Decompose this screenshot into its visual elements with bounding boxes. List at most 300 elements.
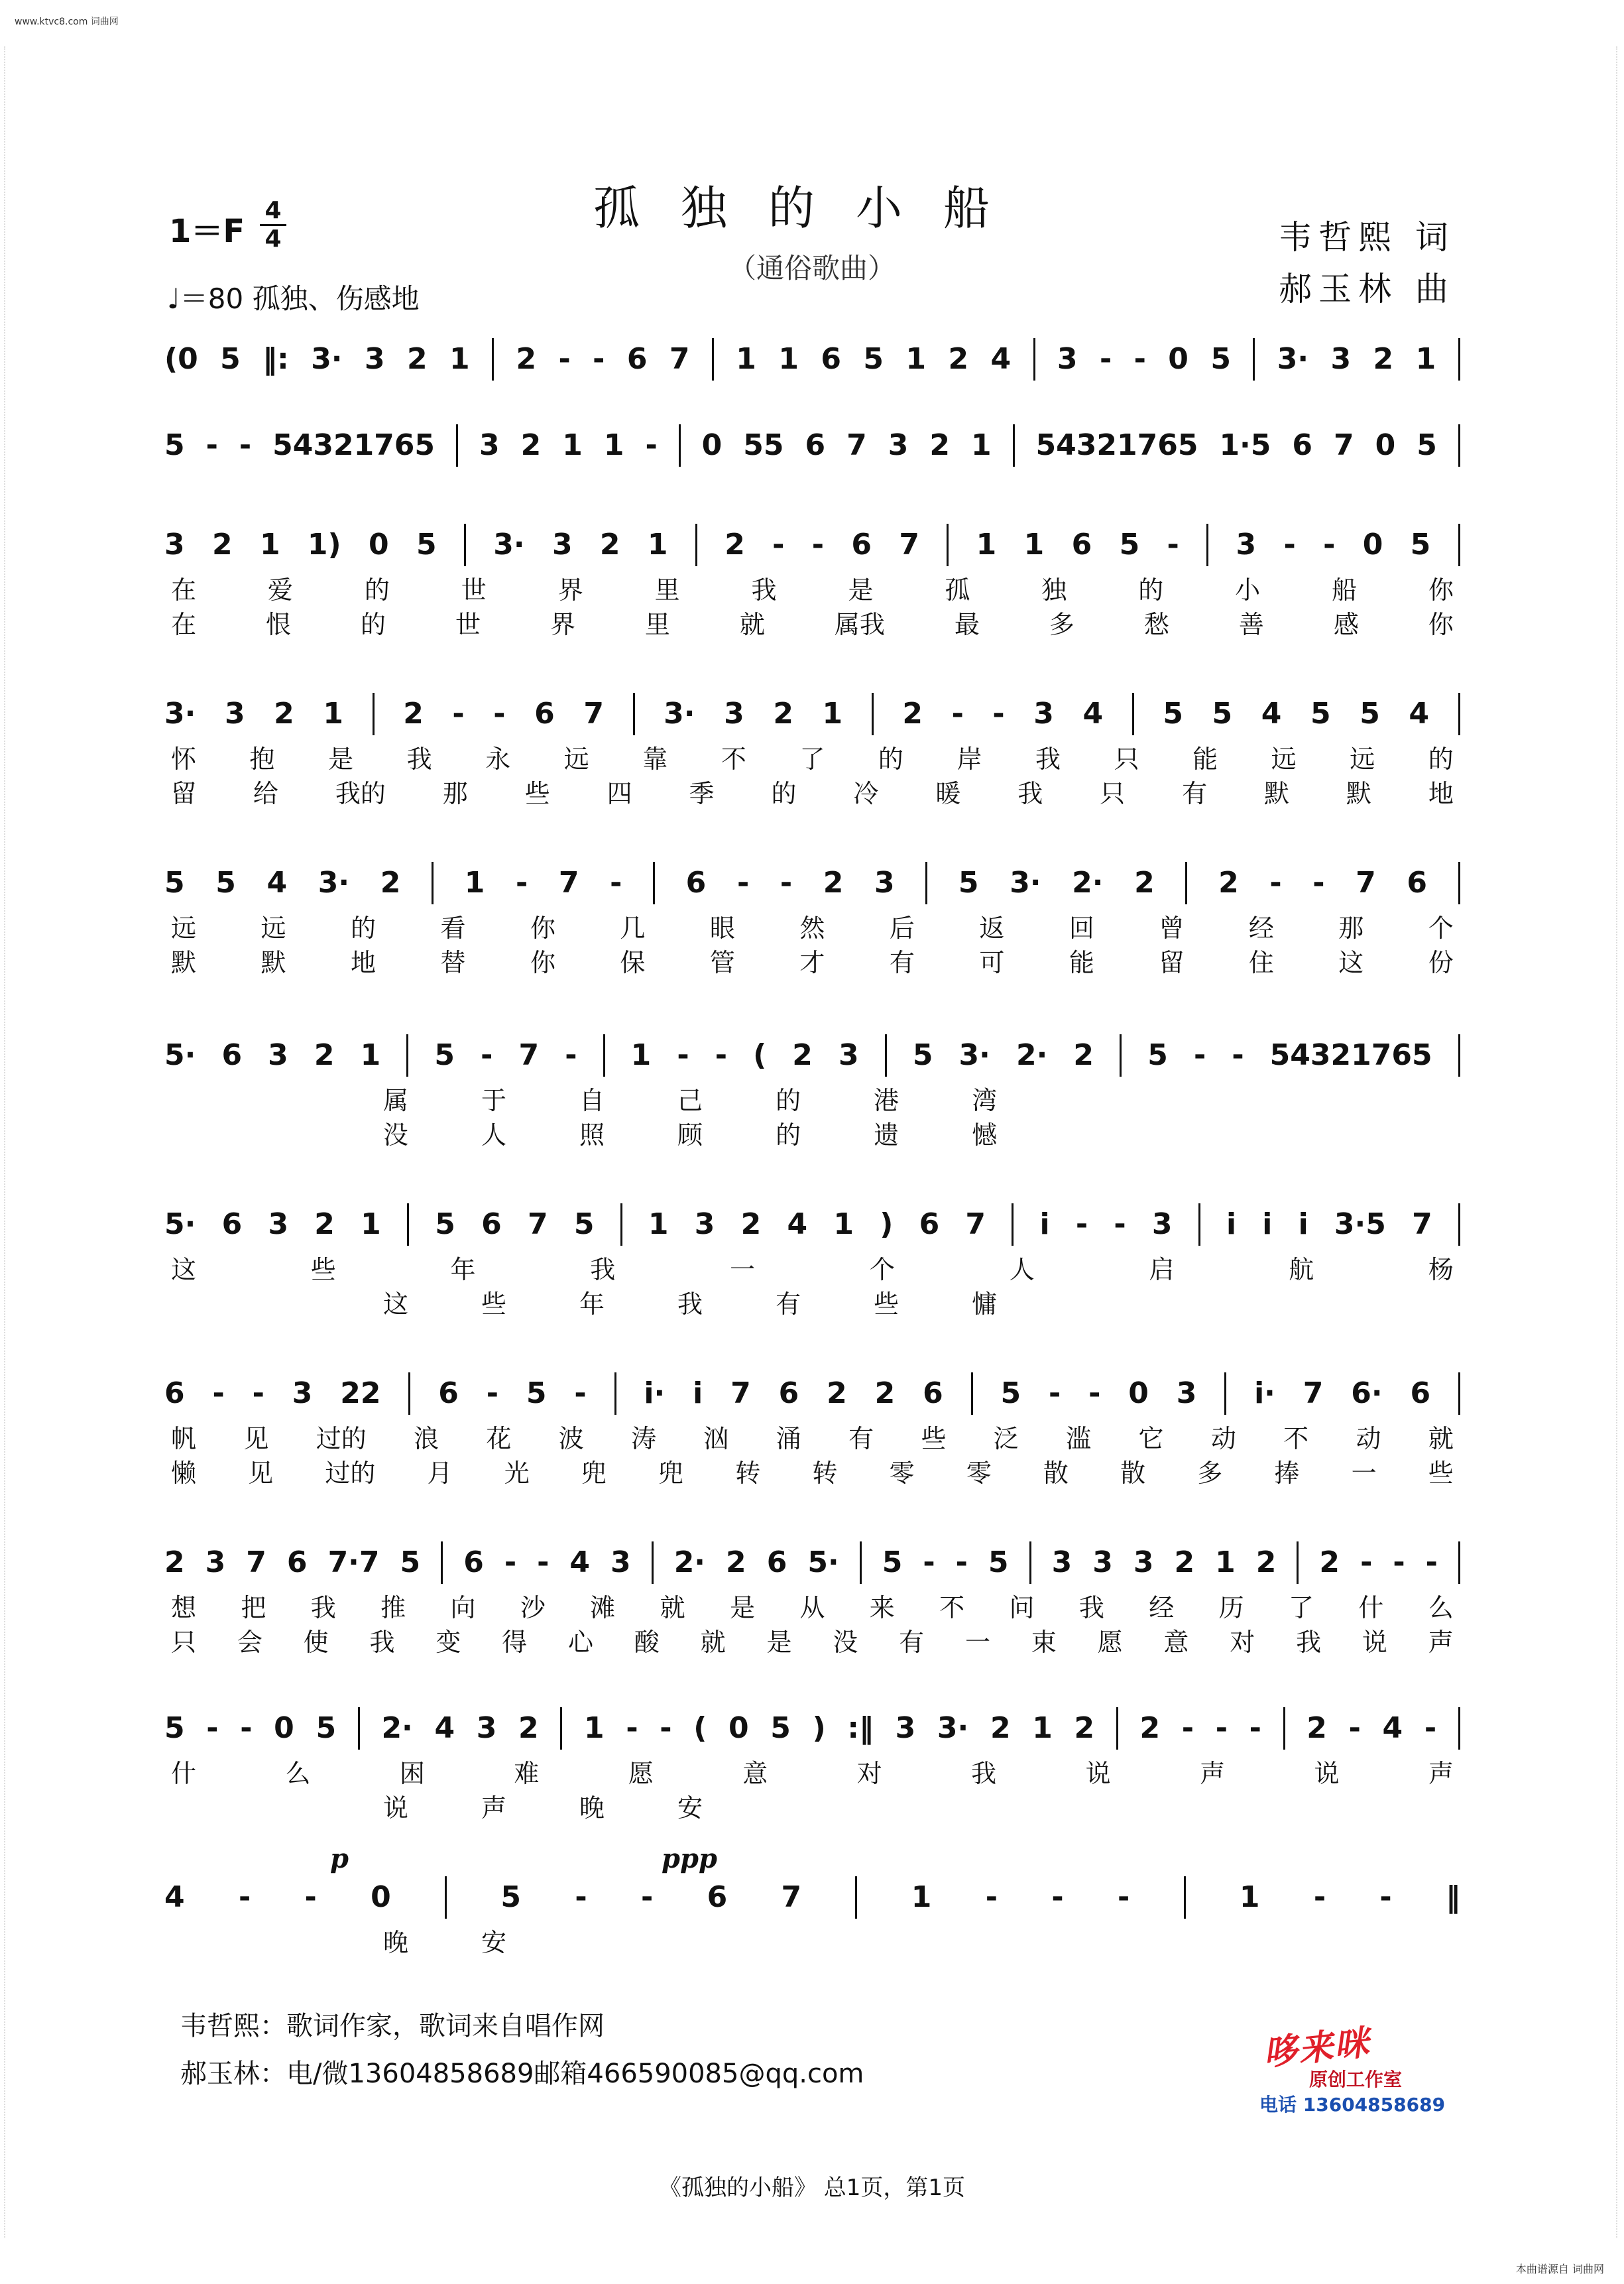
lyric-syllable: 了 bbox=[799, 745, 825, 774]
lyric-syllable: 后 bbox=[889, 914, 915, 943]
note-token: - bbox=[1269, 866, 1282, 900]
note-token: 3 bbox=[1051, 1545, 1073, 1579]
lyric-syllable: 意 bbox=[1163, 1628, 1189, 1657]
note-token: 4 bbox=[434, 1711, 455, 1745]
left-margin-watermark bbox=[4, 46, 12, 2238]
lyric-syllable: 船 bbox=[1332, 575, 1358, 605]
note-token: 3 bbox=[888, 428, 909, 462]
note-token: 1 bbox=[360, 1038, 381, 1072]
note-token: - bbox=[640, 1880, 654, 1914]
note-token: 5 bbox=[1410, 528, 1431, 562]
lyric-syllable: 界 bbox=[557, 575, 583, 605]
note-token: 6 bbox=[221, 1207, 243, 1241]
lyric-syllable: 你 bbox=[1428, 575, 1454, 605]
score-system bbox=[164, 424, 1460, 467]
score-system bbox=[164, 693, 1460, 811]
note-token: 1 bbox=[1239, 1880, 1260, 1914]
lyric-syllable: 地 bbox=[350, 948, 376, 977]
time-signature bbox=[260, 199, 286, 251]
lyric-syllable: 我 bbox=[310, 1593, 336, 1622]
note-token: 4 bbox=[1082, 697, 1104, 731]
note-token: 7 bbox=[669, 342, 690, 376]
lyric-syllable: 声 bbox=[1428, 1759, 1454, 1788]
lyric-syllable: 么 bbox=[1428, 1593, 1454, 1622]
note-token: 3 bbox=[364, 342, 385, 376]
lyric-syllable: 这 bbox=[383, 1290, 409, 1319]
note-token: 2 bbox=[726, 1545, 746, 1579]
note-token: 3 bbox=[874, 866, 895, 900]
lyrics-verse-1 bbox=[164, 1756, 1460, 1791]
note-token: 2 bbox=[827, 1376, 847, 1410]
lyric-syllable: 属我 bbox=[834, 610, 885, 639]
note-token: 2 bbox=[1174, 1545, 1195, 1579]
lyrics-verse-1 bbox=[164, 742, 1460, 776]
note-token: 3· bbox=[664, 697, 695, 731]
lyric-syllable: 它 bbox=[1138, 1424, 1164, 1453]
note-token: 7 bbox=[965, 1207, 986, 1241]
note-token: 6 bbox=[221, 1038, 243, 1072]
note-token: 1 bbox=[1023, 528, 1045, 562]
note-token: 7 bbox=[518, 1038, 540, 1072]
note-token: 2 bbox=[520, 428, 542, 462]
composer-contact-note: 郝玉林：电/微13604858689邮箱466590085@qq.com bbox=[180, 2059, 864, 2089]
note-token: ‖ bbox=[1446, 1880, 1460, 1914]
bar-line bbox=[712, 338, 714, 381]
bar-line bbox=[885, 1034, 887, 1077]
lyric-syllable: 些 bbox=[310, 1255, 336, 1284]
note-token: 2 bbox=[1319, 1545, 1340, 1579]
lyric-syllable: 管 bbox=[709, 948, 735, 977]
lyric-syllable: 看 bbox=[440, 914, 466, 943]
note-token: 5 bbox=[434, 1038, 455, 1072]
note-token: 2 bbox=[1073, 1038, 1094, 1072]
lyrics-verse-1 bbox=[164, 1083, 1460, 1118]
lyric-syllable: 世 bbox=[455, 610, 481, 639]
score-system bbox=[164, 1203, 1460, 1321]
lyric-syllable: 说 bbox=[1362, 1628, 1387, 1657]
lyric-syllable: 意 bbox=[742, 1759, 768, 1788]
lyric-syllable: 什 bbox=[1358, 1593, 1384, 1622]
lyric-syllable: 自 bbox=[579, 1086, 605, 1115]
note-token: 7 bbox=[730, 1376, 751, 1410]
notation-line bbox=[164, 1034, 1460, 1077]
note-token: 1 bbox=[970, 428, 992, 462]
lyric-syllable: 没 bbox=[383, 1120, 409, 1150]
lyric-syllable: 的 bbox=[364, 575, 390, 605]
lyric-syllable: 零 bbox=[966, 1459, 992, 1488]
lyricist-credit: 韦哲熙 词 bbox=[1279, 218, 1455, 257]
lyric-syllable: 回 bbox=[1069, 914, 1094, 943]
note-token: - bbox=[1323, 528, 1336, 562]
note-token: - bbox=[481, 1038, 493, 1072]
note-token: 5· bbox=[164, 1207, 196, 1241]
lyric-syllable: 愿 bbox=[1097, 1628, 1123, 1657]
lyric-syllable: 动 bbox=[1210, 1424, 1236, 1453]
note-token: 6 bbox=[821, 342, 841, 376]
note-token: - bbox=[1424, 1711, 1437, 1745]
note-token: - bbox=[1193, 1038, 1206, 1072]
note-token: 3 bbox=[164, 528, 185, 562]
note-token: 3 bbox=[694, 1207, 715, 1241]
note-token: - bbox=[660, 1711, 672, 1745]
note-token: 1 bbox=[361, 1207, 381, 1241]
lyric-syllable: 远 bbox=[563, 745, 589, 774]
note-token: 7 bbox=[846, 428, 867, 462]
note-token: 2 bbox=[516, 342, 537, 376]
note-token: 5 bbox=[164, 866, 185, 900]
lyric-syllable: 就 bbox=[660, 1593, 685, 1622]
bar-line bbox=[358, 1707, 360, 1750]
lyric-syllable: 界 bbox=[550, 610, 575, 639]
bar-line bbox=[1458, 693, 1460, 735]
note-token: 7 bbox=[1303, 1376, 1324, 1410]
lyric-syllable: 返 bbox=[979, 914, 1005, 943]
notation-line bbox=[164, 862, 1460, 904]
note-token: 4 bbox=[1261, 697, 1282, 731]
note-token: - bbox=[1088, 1376, 1101, 1410]
lyric-syllable: 默 bbox=[1263, 779, 1289, 808]
lyrics-verse-2 bbox=[164, 1791, 1460, 1825]
lyric-syllable: 些 bbox=[1428, 1459, 1454, 1488]
lyric-syllable: 给 bbox=[253, 779, 278, 808]
note-token: 1 bbox=[464, 866, 485, 900]
bar-line bbox=[1012, 1203, 1014, 1246]
lyric-syllable: 是 bbox=[766, 1628, 792, 1657]
dynamic-marking: p bbox=[330, 1843, 349, 1874]
bar-line bbox=[408, 1372, 410, 1415]
note-token: 6 bbox=[481, 1207, 502, 1241]
lyric-syllable: 涛 bbox=[631, 1424, 657, 1453]
lyric-syllable: 远 bbox=[261, 914, 286, 943]
bar-line bbox=[407, 1203, 409, 1246]
note-token: - bbox=[252, 1376, 264, 1410]
lyric-syllable: 年 bbox=[579, 1290, 605, 1319]
lyric-syllable: 些 bbox=[524, 779, 550, 808]
lyrics-verse-2 bbox=[164, 1456, 1460, 1490]
note-token: - bbox=[772, 528, 785, 562]
note-token: 6 bbox=[1407, 866, 1428, 900]
lyric-syllable: 不 bbox=[939, 1593, 965, 1622]
bar-line bbox=[1458, 1372, 1460, 1415]
lyric-syllable: 光 bbox=[504, 1459, 530, 1488]
lyric-syllable: 了 bbox=[1289, 1593, 1314, 1622]
note-token: 0 bbox=[1375, 428, 1396, 462]
note-token: 0 bbox=[728, 1711, 749, 1745]
note-token: 3· bbox=[1010, 866, 1041, 900]
bar-line bbox=[653, 862, 655, 904]
note-token: 5 bbox=[164, 1711, 185, 1745]
lyric-syllable: 说 bbox=[1085, 1759, 1111, 1788]
lyric-syllable: 经 bbox=[1149, 1593, 1175, 1622]
note-token: 3 bbox=[268, 1207, 289, 1241]
note-token: - bbox=[677, 1038, 689, 1072]
lyric-syllable: 滩 bbox=[590, 1593, 616, 1622]
note-token: 5 bbox=[500, 1880, 522, 1914]
note-token: 5 bbox=[1417, 428, 1437, 462]
note-token: 4 bbox=[569, 1545, 591, 1579]
bar-line bbox=[1185, 862, 1187, 904]
note-token: 4 bbox=[266, 866, 288, 900]
bar-line bbox=[1458, 1541, 1460, 1584]
note-token: 4 bbox=[990, 342, 1012, 376]
lyric-syllable: 些 bbox=[481, 1290, 507, 1319]
lyrics-verse-2 bbox=[164, 945, 1460, 980]
note-token: ) bbox=[812, 1711, 826, 1745]
lyrics-verse-1 bbox=[164, 911, 1460, 945]
note-token: - bbox=[240, 1711, 253, 1745]
lyric-syllable: 岸 bbox=[957, 745, 982, 774]
note-token: 0 bbox=[371, 1880, 391, 1914]
notation-line bbox=[164, 1707, 1460, 1750]
lyric-syllable: 是 bbox=[328, 745, 354, 774]
lyric-syllable: 默 bbox=[261, 948, 286, 977]
lyric-syllable: 汹 bbox=[703, 1424, 729, 1453]
note-token: 5 bbox=[573, 1207, 595, 1241]
note-token: 2 bbox=[725, 528, 745, 562]
lyric-syllable: 慵 bbox=[972, 1290, 998, 1319]
score-system bbox=[164, 1707, 1460, 1825]
lyric-syllable: 那 bbox=[442, 779, 468, 808]
bar-line bbox=[432, 862, 434, 904]
note-token: 3 bbox=[479, 428, 500, 462]
lyric-syllable: 安 bbox=[677, 1793, 703, 1823]
lyrics-verse-1 bbox=[164, 1925, 1460, 1960]
note-token: :‖ bbox=[847, 1711, 874, 1745]
lyric-syllable: 能 bbox=[1069, 948, 1094, 977]
lyric-syllable: 我 bbox=[677, 1290, 703, 1319]
note-token: 0 bbox=[1168, 342, 1189, 376]
lyric-syllable: 见 bbox=[248, 1459, 274, 1488]
note-token: 1·5 bbox=[1219, 428, 1271, 462]
lyrics-verse-1 bbox=[164, 573, 1460, 607]
note-token: 3· bbox=[937, 1711, 969, 1745]
note-token: 5 bbox=[912, 1038, 933, 1072]
note-token: 2 bbox=[1134, 866, 1155, 900]
note-token: 2 bbox=[948, 342, 969, 376]
lyric-syllable: 些 bbox=[874, 1290, 899, 1319]
lyric-syllable: 有 bbox=[889, 948, 915, 977]
note-token: - bbox=[736, 866, 750, 900]
lyric-syllable: 历 bbox=[1218, 1593, 1244, 1622]
note-token: - bbox=[1215, 1711, 1228, 1745]
lyric-syllable: 安 bbox=[481, 1928, 507, 1957]
lyric-syllable: 对 bbox=[1230, 1628, 1255, 1657]
note-token: 2 bbox=[1255, 1545, 1277, 1579]
note-token: 1 bbox=[911, 1880, 932, 1914]
note-token: 3· bbox=[958, 1038, 990, 1072]
note-token: 3 bbox=[1092, 1545, 1113, 1579]
lyric-syllable: 个 bbox=[1428, 914, 1454, 943]
lyric-syllable: 最 bbox=[954, 610, 980, 639]
note-token: 1 bbox=[905, 342, 927, 376]
note-token: 2 bbox=[1139, 1711, 1161, 1745]
note-token: 2 bbox=[518, 1711, 539, 1745]
lyric-syllable: 爱 bbox=[267, 575, 293, 605]
lyric-syllable: 远 bbox=[171, 914, 197, 943]
note-token: - bbox=[1133, 342, 1146, 376]
lyric-syllable: 然 bbox=[799, 914, 825, 943]
note-token: - bbox=[1075, 1207, 1088, 1241]
bar-line bbox=[971, 1372, 973, 1415]
note-token: 5 bbox=[220, 342, 241, 376]
note-token: - bbox=[951, 697, 964, 731]
note-token: - bbox=[626, 1711, 638, 1745]
note-token: 7 bbox=[1356, 866, 1376, 900]
note-token: 5 bbox=[1163, 697, 1183, 731]
note-token: ‖: bbox=[262, 342, 289, 376]
note-token: - bbox=[1114, 1207, 1126, 1241]
lyric-syllable: 从 bbox=[799, 1593, 825, 1622]
tempo-marking: ♩＝80 孤独、伤感地 bbox=[167, 282, 420, 315]
lyric-syllable: 默 bbox=[1346, 779, 1371, 808]
lyric-syllable: 恨 bbox=[265, 610, 291, 639]
lyric-syllable: 花 bbox=[486, 1424, 512, 1453]
lyric-syllable: 季 bbox=[689, 779, 715, 808]
note-token: 5 bbox=[1210, 342, 1231, 376]
bar-line bbox=[1184, 1876, 1186, 1919]
note-token: 3 bbox=[1176, 1376, 1197, 1410]
lyric-syllable: 替 bbox=[440, 948, 466, 977]
lyric-syllable: 的 bbox=[350, 914, 376, 943]
lyric-syllable: 我的 bbox=[335, 779, 386, 808]
note-token: 5 bbox=[1360, 697, 1380, 731]
song-title: 孤独的小船 bbox=[593, 181, 1031, 235]
lyric-syllable: 不 bbox=[721, 745, 746, 774]
note-token: - bbox=[493, 697, 506, 731]
lyric-syllable: 我 bbox=[971, 1759, 997, 1788]
note-token: 6 bbox=[1071, 528, 1092, 562]
lyric-syllable: 靠 bbox=[642, 745, 668, 774]
lyric-syllable: 照 bbox=[579, 1120, 605, 1150]
note-token: 3 bbox=[1133, 1545, 1154, 1579]
lyric-syllable: 能 bbox=[1192, 745, 1218, 774]
lyric-syllable: 声 bbox=[481, 1793, 507, 1823]
note-token: 3 bbox=[551, 528, 573, 562]
score-system bbox=[164, 862, 1460, 980]
lyric-syllable: 愿 bbox=[628, 1759, 654, 1788]
lyric-syllable: 经 bbox=[1248, 914, 1274, 943]
lyric-syllable: 难 bbox=[514, 1759, 540, 1788]
lyric-syllable: 默 bbox=[171, 948, 197, 977]
note-token: - bbox=[575, 1880, 587, 1914]
note-token: - bbox=[1360, 1545, 1373, 1579]
note-token: 7 bbox=[527, 1207, 548, 1241]
note-token: - bbox=[955, 1545, 968, 1579]
note-token: 7 bbox=[781, 1880, 802, 1914]
note-token: 1 bbox=[648, 1207, 669, 1241]
lyric-syllable: 我 bbox=[369, 1628, 395, 1657]
lyric-syllable: 保 bbox=[620, 948, 646, 977]
bar-line bbox=[445, 1876, 447, 1919]
note-token: 1 bbox=[323, 697, 343, 731]
note-token: 3·5 bbox=[1334, 1207, 1386, 1241]
note-token: 0 bbox=[274, 1711, 294, 1745]
note-token: 1 bbox=[822, 697, 843, 731]
bar-line bbox=[492, 338, 494, 381]
note-token: 54321765 bbox=[1035, 428, 1198, 462]
score-system bbox=[164, 1541, 1460, 1659]
note-token: 3 bbox=[1151, 1207, 1173, 1241]
lyric-syllable: 过的 bbox=[325, 1459, 376, 1488]
lyric-syllable: 的 bbox=[1428, 745, 1454, 774]
note-token: - bbox=[985, 1880, 998, 1914]
lyric-syllable: 泛 bbox=[993, 1424, 1019, 1453]
lyric-syllable: 憾 bbox=[972, 1120, 998, 1150]
bar-line bbox=[1116, 1707, 1118, 1750]
note-token: 6 bbox=[919, 1207, 940, 1241]
note-token: - bbox=[593, 342, 605, 376]
lyric-syllable: 你 bbox=[1428, 610, 1454, 639]
note-token: - bbox=[1313, 1880, 1326, 1914]
note-token: 2 bbox=[823, 866, 844, 900]
note-token: 2 bbox=[1074, 1711, 1095, 1745]
lyric-syllable: 四 bbox=[607, 779, 632, 808]
note-token: 0 bbox=[1362, 528, 1383, 562]
note-token: 5 bbox=[400, 1545, 421, 1579]
lyrics-verse-2 bbox=[164, 607, 1460, 642]
lyric-syllable: 些 bbox=[921, 1424, 947, 1453]
lyric-syllable: 住 bbox=[1248, 948, 1274, 977]
note-token: - bbox=[212, 1376, 225, 1410]
note-token: - bbox=[715, 1038, 727, 1072]
note-token: 3· bbox=[311, 342, 343, 376]
note-token: 6 bbox=[766, 1545, 787, 1579]
note-token: 7 bbox=[1333, 428, 1354, 462]
lyric-syllable: 己 bbox=[677, 1086, 703, 1115]
lyric-syllable: 我 bbox=[1035, 745, 1061, 774]
note-token: - bbox=[486, 1376, 499, 1410]
note-token: 1 bbox=[833, 1207, 854, 1241]
note-token: 3 bbox=[268, 1038, 288, 1072]
bar-line bbox=[1198, 1203, 1200, 1246]
lyric-syllable: 怀 bbox=[171, 745, 197, 774]
note-token: 2 bbox=[773, 697, 793, 731]
note-token: - bbox=[1232, 1038, 1244, 1072]
note-token: 5 bbox=[988, 1545, 1009, 1579]
note-token: 2 bbox=[403, 697, 424, 731]
lyric-syllable: 世 bbox=[461, 575, 487, 605]
lyric-syllable: 见 bbox=[243, 1424, 269, 1453]
lyric-syllable: 的 bbox=[1138, 575, 1164, 605]
bar-line bbox=[1224, 1372, 1226, 1415]
note-token: 22 bbox=[340, 1376, 381, 1410]
note-token: - bbox=[504, 1545, 517, 1579]
note-token: 1 bbox=[1032, 1711, 1053, 1745]
lyric-syllable: 人 bbox=[481, 1120, 507, 1150]
lyric-syllable: 懒 bbox=[171, 1459, 197, 1488]
note-token: 54321765 bbox=[272, 428, 435, 462]
note-token: 5 bbox=[526, 1376, 547, 1410]
note-token: 54321765 bbox=[1269, 1038, 1432, 1072]
lyric-syllable: 帆 bbox=[171, 1424, 197, 1453]
note-token: 6 bbox=[286, 1545, 308, 1579]
note-token: - bbox=[205, 428, 218, 462]
lyrics-verse-2 bbox=[164, 1625, 1460, 1659]
bar-line bbox=[679, 424, 681, 467]
lyric-syllable: 心 bbox=[567, 1628, 593, 1657]
note-token: 6 bbox=[685, 866, 707, 900]
note-token: 6 bbox=[923, 1376, 943, 1410]
note-token: 3 bbox=[205, 1545, 226, 1579]
lyric-syllable: 动 bbox=[1356, 1424, 1381, 1453]
lyric-syllable: 声 bbox=[1200, 1759, 1226, 1788]
note-token: - bbox=[610, 866, 622, 900]
note-token: 3 bbox=[895, 1711, 916, 1745]
lyric-syllable: 愁 bbox=[1143, 610, 1169, 639]
note-token: 2 bbox=[380, 866, 401, 900]
lyric-syllable: 小 bbox=[1235, 575, 1261, 605]
note-token: 5 bbox=[164, 428, 185, 462]
